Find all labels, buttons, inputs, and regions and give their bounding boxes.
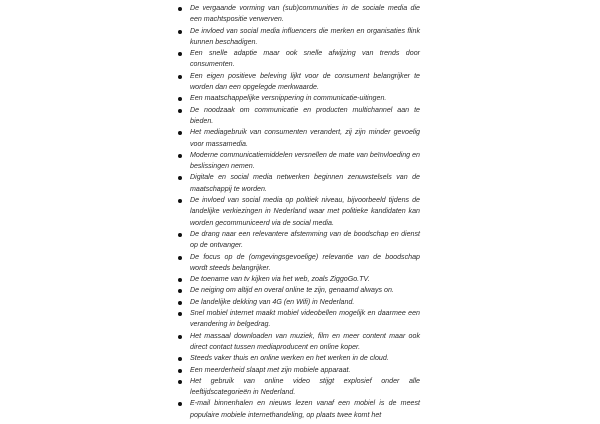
bullet-icon — [178, 402, 182, 406]
list-item-text: De toename van tv kijken via het web, zoals ZiggoGo.TV. — [190, 275, 370, 284]
list-item — [174, 365, 420, 376]
list-item-text: Digitale en social media netwerken beginnen zenuwstelsels van de maatschappij te worden. — [190, 173, 420, 193]
list-item — [174, 297, 420, 308]
list-item-text: De invloed van social media op politiek niveau, bijvoorbeeld tijdens de landelijke verkiezingen in Nederland waar met politieke kandidaten kan worden gecommuniceerd via de social media. — [190, 196, 420, 227]
list-item — [174, 3, 420, 26]
list-item-text: Een meerderheid slaapt met zijn mobiele apparaat. — [190, 365, 351, 374]
bullet-icon — [178, 256, 182, 260]
bullet-icon — [178, 97, 182, 101]
list-item-text: Snel mobiel internet maakt mobiel videobellen mogelijk en daarmee een verandering in belgedrag. — [190, 309, 420, 329]
bullet-icon — [178, 233, 182, 237]
list-item — [174, 127, 420, 150]
bullet-icon — [178, 301, 182, 305]
bullet-icon — [178, 30, 182, 34]
list-item-text: Het gebruik van online video stijgt explosief onder alle leeftijdscategorieën in Nederland. — [190, 376, 420, 397]
list-item-text: De focus op de (omgevingsgevoelige) relevantie van de boodschap wordt steeds belangrijker. — [190, 252, 420, 272]
bullet-icon — [178, 109, 182, 113]
list-item-text: Moderne communicatiemiddelen versnellen de mate van beïnvloeding en beslissingen nemen. — [190, 150, 420, 171]
list-item — [174, 274, 420, 285]
list-item-text: De neiging om altijd en overal online te zijn, genaamd always on. — [190, 286, 394, 295]
bullet-icon — [178, 176, 182, 180]
list-item-text: Steeds vaker thuis en online werken en het werken in de cloud. — [190, 354, 389, 363]
bullet-icon — [178, 7, 182, 11]
bullet-icon — [178, 289, 182, 293]
list-item — [174, 71, 420, 94]
list-item-text: Een maatschappelijke versnippering in communicatie-uitingen. — [190, 94, 387, 103]
list-item — [174, 229, 420, 252]
list-item-text: De vergaande vorming van (sub)communities in de sociale media die een machtspositie verwerven. — [190, 4, 420, 24]
list-item — [174, 376, 420, 399]
bullet-icon — [178, 335, 182, 339]
list-item-text: Het massaal downloaden van muziek, film en meer content maar ook direct contact tussen mediaproducent en online koper. — [190, 331, 420, 351]
list-item — [174, 93, 420, 104]
list-item — [174, 150, 420, 173]
list-item-text: E-mail binnenhalen en nieuws lezen vanaf een mobiel is de meest populaire mobiele internethandeling, op plaats twee komt het — [190, 399, 420, 419]
list-item-text: De drang naar een relevantere afstemming van de boodschap en dienst op de ontvanger. — [190, 229, 420, 250]
bullet-icon — [178, 199, 182, 203]
list-item — [174, 398, 420, 421]
list-item — [174, 353, 420, 364]
list-item-text: Het mediagebruik van consumenten verandert, zij zijn minder gevoelig voor massamedia. — [190, 128, 420, 148]
bullet-icon — [178, 312, 182, 316]
bullet-icon — [178, 75, 182, 79]
bullet-icon — [178, 52, 182, 56]
list-item — [174, 331, 420, 354]
bullet-icon — [178, 278, 182, 282]
list-item — [174, 26, 420, 49]
list-item-text: De landelijke dekking van 4G (en Wifi) in Nederland. — [190, 297, 355, 306]
list-item — [174, 172, 420, 195]
list-item — [174, 252, 420, 275]
list-item-text: Een eigen positieve beleving lijkt voor de consument belangrijker te worden dan een opgelegde merkwaarde. — [190, 71, 420, 92]
list-item — [174, 308, 420, 331]
bullet-icon — [178, 357, 182, 361]
list-item — [174, 48, 420, 71]
list-item — [174, 195, 420, 229]
list-item — [174, 105, 420, 128]
bullet-icon — [178, 369, 182, 373]
bullet-icon — [178, 380, 182, 384]
list-item-text: Een snelle adaptie maar ook snelle afwijzing van trends door consumenten. — [190, 49, 420, 69]
list-item — [174, 285, 420, 296]
bullet-icon — [178, 154, 182, 158]
list-item-text: De noodzaak om communicatie en producten multichannel aan te bieden. — [190, 105, 420, 125]
list-item-text: De invloed van social media influencers die merken en organisaties flink kunnen beschadigen. — [190, 26, 420, 46]
bullet-icon — [178, 131, 182, 135]
bullet-list — [174, 3, 420, 421]
